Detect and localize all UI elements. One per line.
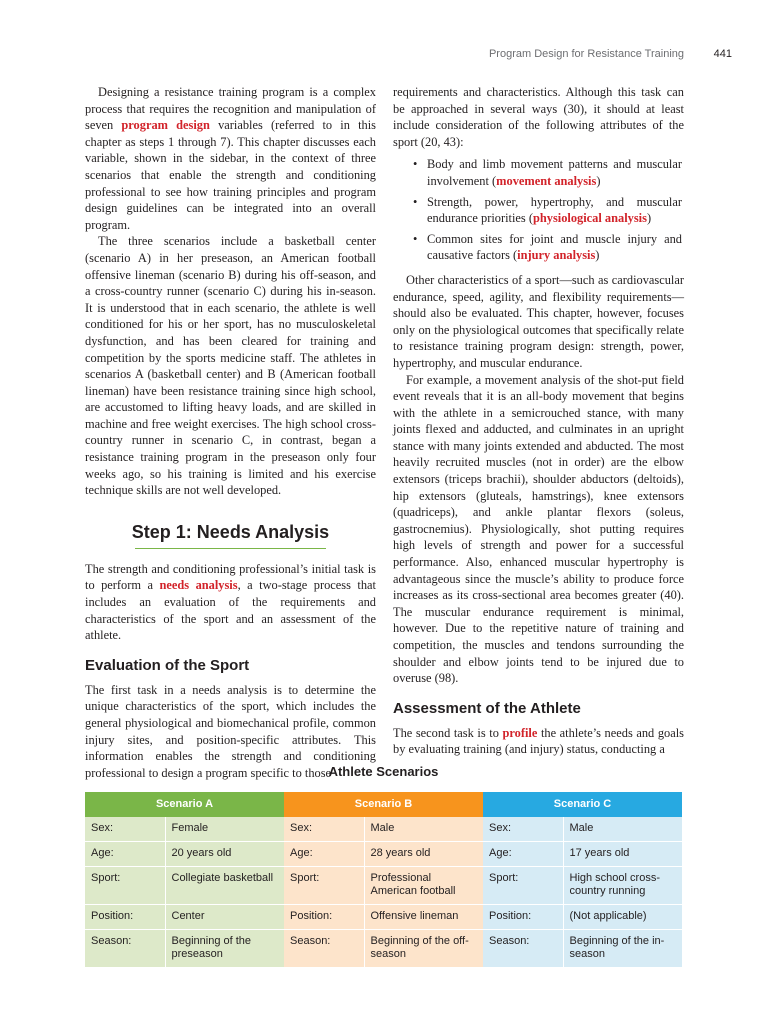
assessment-paragraph <box>393 725 684 758</box>
table-title: Athlete Scenarios <box>328 764 439 779</box>
key-term-needs-analysis: needs analysis <box>159 578 238 593</box>
key-term-injury-analysis: injury analysis <box>517 248 596 263</box>
cell-label: Sport: <box>85 867 165 905</box>
text-run: Strength, power, hypertrophy, and muscular endurance priorities ( <box>427 194 682 226</box>
cell-value: 20 years old <box>165 842 284 867</box>
cell-label: Sex: <box>85 817 165 842</box>
table-row <box>85 867 682 905</box>
list-item <box>393 194 684 227</box>
cell-value: Beginning of the in-season <box>563 930 682 968</box>
subheading-evaluation: Evaluation of the Sport <box>85 656 250 674</box>
header-scenario-b: Scenario B <box>284 792 483 817</box>
characteristics-paragraph: Other characteristics of a sport—such as cardiovascular endurance, speed, agility, and flexibility requirements—should also be evaluated. This chapter, however, focuses only on the physiological outcomes that specifically relate to resistance training program design: strength, power, hypertrophy, and muscular endurance. <box>393 272 684 370</box>
running-title: Program Design for Resistance Training <box>488 48 684 60</box>
table-row <box>85 842 682 867</box>
cell-value: Male <box>364 817 483 842</box>
continued-paragraph: requirements and characteristics. Although this task can be approached in several ways (30), it should at least include consideration of the following attributes of the sport (20, 43): <box>393 85 684 149</box>
list-item <box>393 231 684 264</box>
cell-label: Sport: <box>483 867 563 905</box>
page-number: 441 <box>713 48 732 60</box>
cell-label: Season: <box>85 930 165 968</box>
header-scenario-c: Scenario C <box>483 792 682 817</box>
cell-value: Beginning of the off-season <box>364 930 483 968</box>
text-run: Common sites for joint and muscle injury and causative factors ( <box>427 231 682 263</box>
text-run: The strength and conditioning professional’s initial task is to perform a <box>85 561 376 593</box>
text-run: The second task is to <box>393 725 503 740</box>
cell-label: Age: <box>85 842 165 867</box>
cell-value: 17 years old <box>563 842 682 867</box>
cell-label: Age: <box>284 842 364 867</box>
cell-value: Center <box>165 905 284 930</box>
shot-put-paragraph: For example, a movement analysis of the shot-put field event reveals that it is an all-body movement that begins with the athlete in a semicrouched stance, with many joints flexed and adducted, and culminates in an upright stance with many joints extended and abducted. The most heavily recruited muscles (not in order) are the elbow extensors (triceps brachii), shoulder abductors (deltoids), hip extensors (gluteals, hamstrings), knee extensors (quadriceps), and ankle plantar flexors (soleus, gastrocnemius). Physiologically, shot putting requires high levels of strength and power for a successful performance. Also, enhanced muscular hypertrophy is advantageous since the muscle’s ability to produce force increases as its cross-sectional area becomes greater (40). The muscular endurance requirement is minimal, however. Due to the repetitive nature of training and competition, the muscles and tendons surrounding the shoulder and elbow joints tend to be injured due to overuse (98). <box>393 372 684 686</box>
athlete-scenarios-table <box>85 764 682 968</box>
right-column <box>393 84 684 758</box>
cell-label: Season: <box>284 930 364 968</box>
text-run: ) <box>596 173 601 188</box>
table-row <box>85 817 682 842</box>
evaluation-paragraph: The first task in a needs analysis is to determine the unique characteristics of the sport, which includes the general physiological and biomechanical profile, common injury sites, and position-specific attributes. This information enables the strength and conditioning professional to design a program specific to those <box>85 682 376 780</box>
cell-value: High school cross-country running <box>563 867 682 905</box>
key-term-profile: profile <box>502 725 538 740</box>
cell-label: Position: <box>284 905 364 930</box>
left-column <box>85 84 376 781</box>
attributes-list <box>393 156 684 264</box>
header-scenario-a: Scenario A <box>85 792 284 817</box>
cell-value: Female <box>165 817 284 842</box>
intro-paragraph <box>85 84 376 233</box>
text-run: the athlete’s needs and goals by evaluating training (and injury) status, conducting a <box>393 725 684 757</box>
table-row <box>85 930 682 968</box>
cell-value: Beginning of the preseason <box>165 930 284 968</box>
text-run: ) <box>595 248 600 263</box>
cell-value: Male <box>563 817 682 842</box>
cell-value: 28 years old <box>364 842 483 867</box>
cell-label: Sport: <box>284 867 364 905</box>
cell-label: Position: <box>85 905 165 930</box>
cell-value: (Not applicable) <box>563 905 682 930</box>
key-term-movement-analysis: movement analysis <box>496 173 597 188</box>
text-run: variables (referred to in this chapter as steps 1 through 7). This chapter discusses each variable, shown in the sidebar, in the context of three scenarios that enable the strength and conditioning professional to see how training principles and program design guidelines can be integrated into an overall program. <box>85 118 376 232</box>
cell-label: Season: <box>483 930 563 968</box>
step-heading: Step 1: Needs Analysis <box>85 521 376 549</box>
list-item <box>393 156 684 189</box>
cell-value: Professional American football <box>364 867 483 905</box>
text-run: ) <box>646 211 652 226</box>
subheading-assessment: Assessment of the Athlete <box>393 699 581 717</box>
cell-label: Sex: <box>483 817 563 842</box>
key-term-physiological-analysis: physiological analysis <box>532 211 647 226</box>
needs-analysis-paragraph <box>85 561 376 644</box>
cell-value: Offensive lineman <box>364 905 483 930</box>
cell-label: Position: <box>483 905 563 930</box>
page-header <box>0 48 768 64</box>
text-run: Designing a resistance training program is a complex process that requires the recognition and manipulation of seven <box>85 85 376 133</box>
text-run: Body and limb movement patterns and muscular involvement ( <box>427 157 682 188</box>
key-term-program-design: program design <box>121 118 210 133</box>
cell-value: Collegiate basketball <box>165 867 284 905</box>
table-row <box>85 905 682 930</box>
scenarios-grid <box>85 792 682 968</box>
text-run: , a two-stage process that includes an evaluation of the requirements and characteristics of the sport and an assessment of the athlete. <box>85 578 376 643</box>
cell-label: Sex: <box>284 817 364 842</box>
cell-label: Age: <box>483 842 563 867</box>
scenarios-paragraph: The three scenarios include a basketball center (scenario A) in her preseason, an American football offensive lineman (scenario B) during his off-season, and a cross-country runner (scenario C) during his in-season. It is understood that in each scenario, the athlete is well conditioned for his or her sport, has no musculoskeletal dysfunction, and has been cleared for training and competition by the sports medicine staff. The athletes in scenarios A (basketball center) and B (American football lineman) have been resistance training since high school, are accustomed to lifting heavy loads, and are skilled in machine and free weight exercises. The high school cross-country runner in scenario C, in contrast, began a resistance training program in the preseason only four weeks ago, so his training is limited and his exercise technique skills are not well developed. <box>85 234 376 498</box>
table-header-row <box>85 792 682 817</box>
